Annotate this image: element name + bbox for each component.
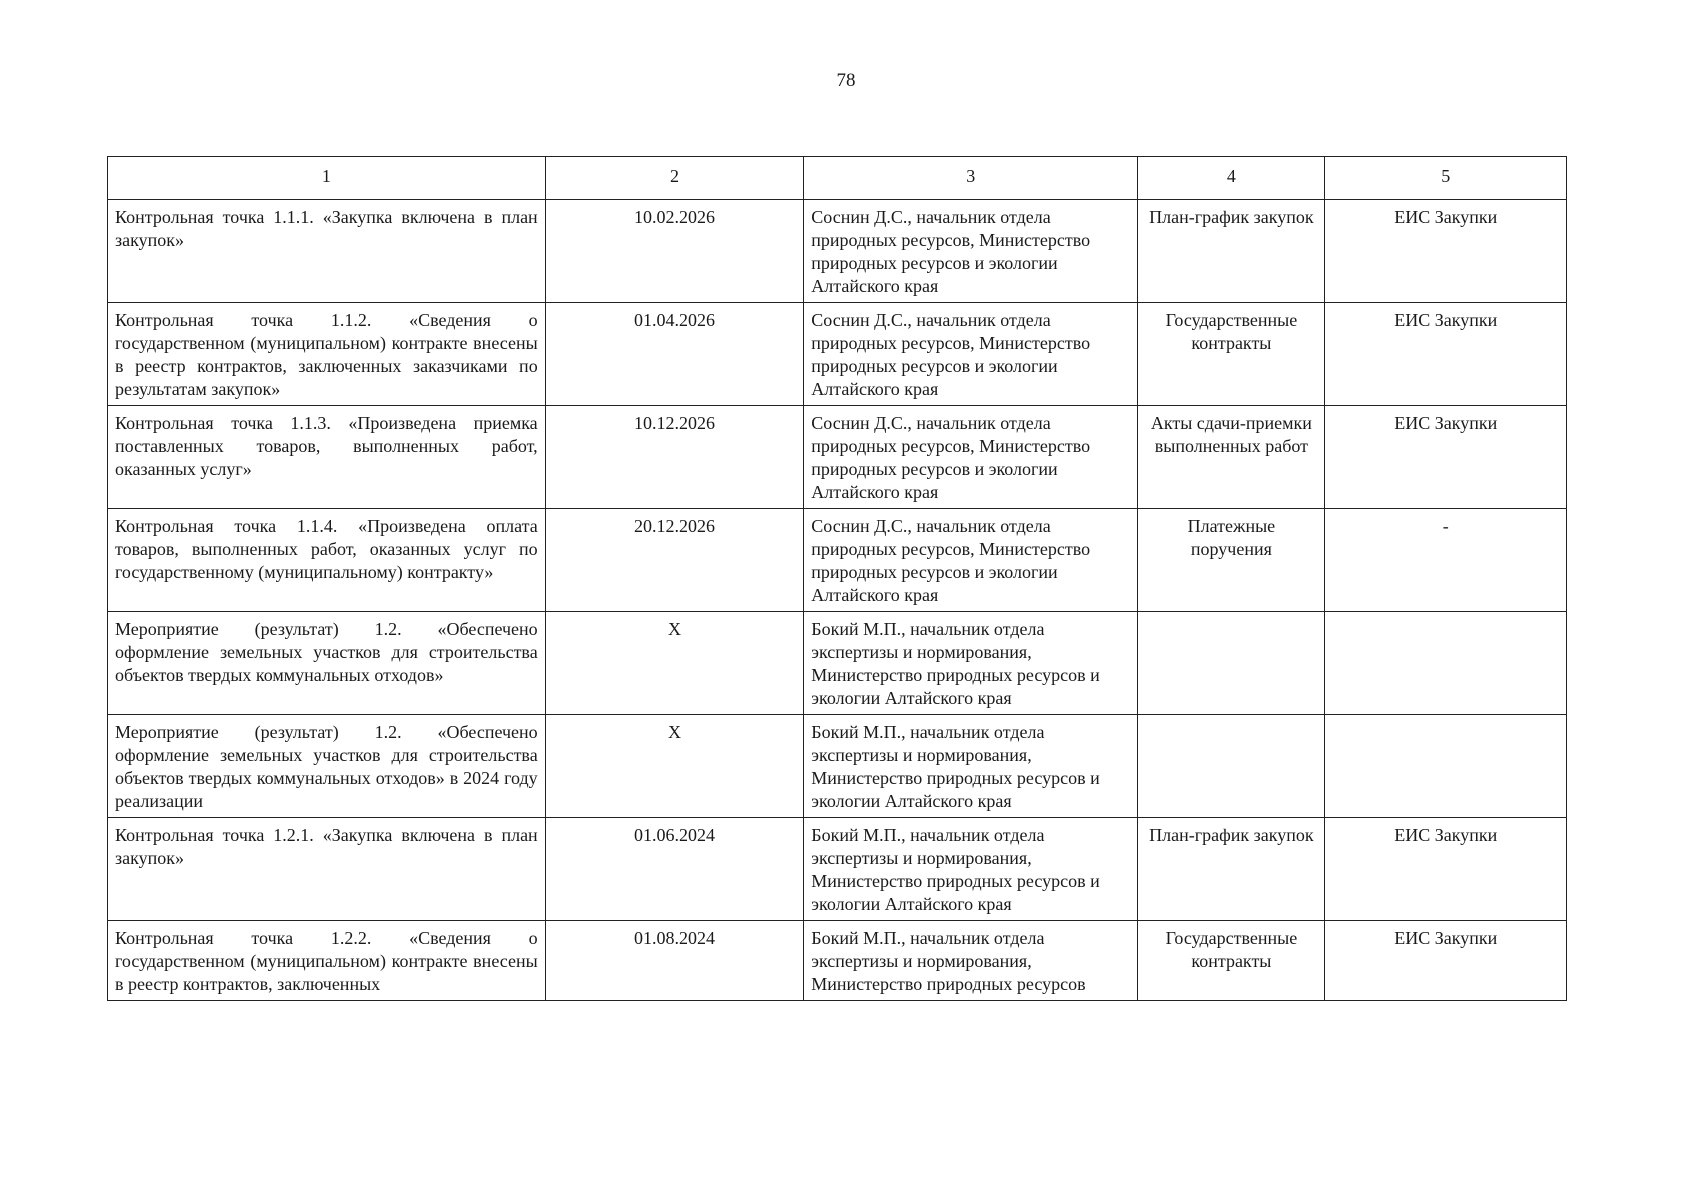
cell-system: ЕИС Закупки [1325,818,1567,921]
cell-date: 20.12.2026 [545,509,804,612]
cell-responsible: Соснин Д.С., начальник отдела природных ресурсов, Министерство природных ресурсов и экологии Алтайского края [804,303,1138,406]
cell-date: X [545,612,804,715]
column-header: 5 [1325,157,1567,200]
cell-description: Контрольная точка 1.1.3. «Произведена приемка поставленных товаров, выполненных работ, оказанных услуг» [108,406,546,509]
table-row [108,818,1567,921]
cell-responsible: Бокий М.П., начальник отдела экспертизы и нормирования, Министерство природных ресурсов и экологии Алтайского края [804,715,1138,818]
table-row [108,200,1567,303]
cell-date: 01.08.2024 [545,921,804,1001]
column-header: 3 [804,157,1138,200]
cell-description: Контрольная точка 1.1.2. «Сведения о государственном (муниципальном) контракте внесены в реестр контрактов, заключенных заказчиками по результатам закупок» [108,303,546,406]
cell-date: X [545,715,804,818]
cell-date: 10.02.2026 [545,200,804,303]
cell-document: Государственные контракты [1138,921,1325,1001]
cell-system: ЕИС Закупки [1325,303,1567,406]
cell-system: ЕИС Закупки [1325,406,1567,509]
cell-description: Контрольная точка 1.1.4. «Произведена оплата товаров, выполненных работ, оказанных услуг по государственному (муниципальному) контракту» [108,509,546,612]
cell-document: План-график закупок [1138,200,1325,303]
cell-description: Мероприятие (результат) 1.2. «Обеспечено оформление земельных участков для строительства объектов твердых коммунальных отходов» в 2024 году реализации [108,715,546,818]
cell-document: Государственные контракты [1138,303,1325,406]
column-header: 4 [1138,157,1325,200]
cell-date: 01.04.2026 [545,303,804,406]
table-row [108,406,1567,509]
cell-system [1325,715,1567,818]
cell-responsible: Соснин Д.С., начальник отдела природных ресурсов, Министерство природных ресурсов и экологии Алтайского края [804,509,1138,612]
page-number: 78 [836,70,856,91]
table-row [108,715,1567,818]
table-row [108,612,1567,715]
cell-description: Мероприятие (результат) 1.2. «Обеспечено оформление земельных участков для строительства объектов твердых коммунальных отходов» [108,612,546,715]
cell-date: 01.06.2024 [545,818,804,921]
table-row [108,303,1567,406]
cell-description: Контрольная точка 1.2.2. «Сведения о государственном (муниципальном) контракте внесены в реестр контрактов, заключенных [108,921,546,1001]
cell-document: Акты сдачи-приемки выполненных работ [1138,406,1325,509]
cell-system: - [1325,509,1567,612]
cell-document [1138,612,1325,715]
table-header-row [108,157,1567,200]
cell-system: ЕИС Закупки [1325,200,1567,303]
cell-responsible: Бокий М.П., начальник отдела экспертизы и нормирования, Министерство природных ресурсов и экологии Алтайского края [804,818,1138,921]
table-row [108,509,1567,612]
cell-system [1325,612,1567,715]
cell-description: Контрольная точка 1.1.1. «Закупка включена в план закупок» [108,200,546,303]
cell-document: Платежные поручения [1138,509,1325,612]
cell-responsible: Бокий М.П., начальник отдела экспертизы и нормирования, Министерство природных ресурсов и экологии Алтайского края [804,612,1138,715]
column-header: 2 [545,157,804,200]
control-points-table [107,156,1567,1001]
cell-system: ЕИС Закупки [1325,921,1567,1001]
cell-responsible: Бокий М.П., начальник отдела экспертизы и нормирования, Министерство природных ресурсов [804,921,1138,1001]
cell-description: Контрольная точка 1.2.1. «Закупка включена в план закупок» [108,818,546,921]
cell-document [1138,715,1325,818]
cell-date: 10.12.2026 [545,406,804,509]
table-row [108,921,1567,1001]
cell-responsible: Соснин Д.С., начальник отдела природных ресурсов, Министерство природных ресурсов и экологии Алтайского края [804,406,1138,509]
column-header: 1 [108,157,546,200]
cell-responsible: Соснин Д.С., начальник отдела природных ресурсов, Министерство природных ресурсов и экологии Алтайского края [804,200,1138,303]
cell-document: План-график закупок [1138,818,1325,921]
